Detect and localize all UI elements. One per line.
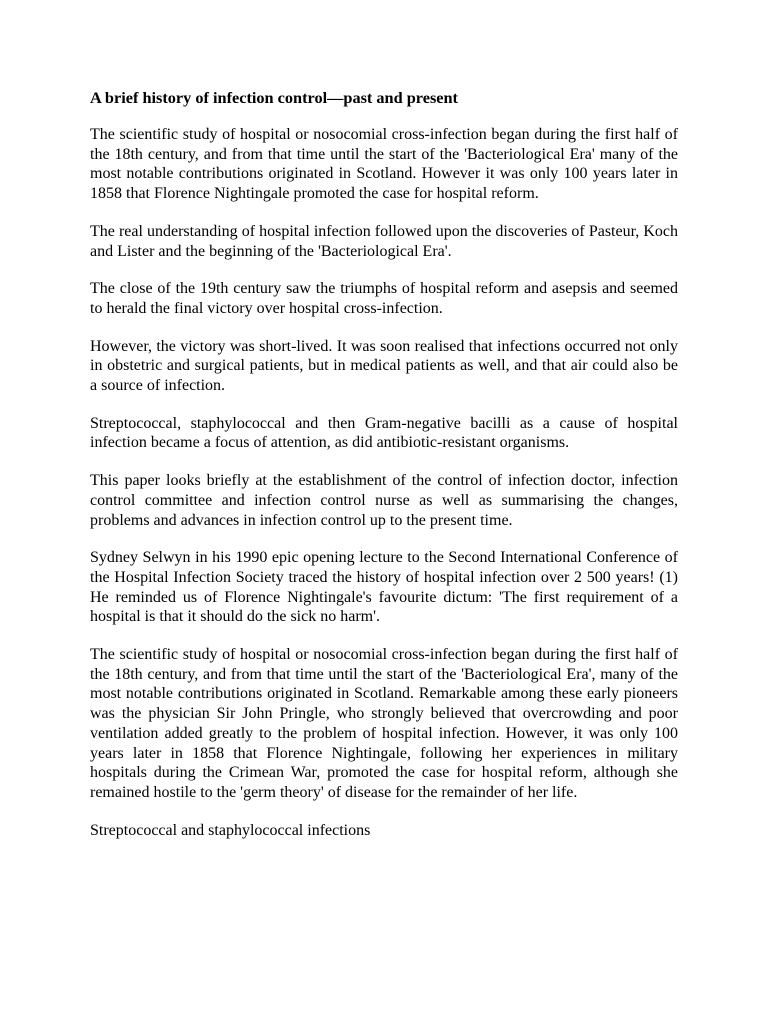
paragraph-5: Streptococcal, staphylococcal and then Gram-negative bacilli as a cause of hospital infection became a focus of attention, as did antibiotic-resistant organisms. — [90, 414, 678, 452]
paragraph-2: The real understanding of hospital infection followed upon the discoveries of Pasteur, Koch and Lister and the beginning of the 'Bacteriological Era'. — [90, 222, 678, 260]
paragraph-8: The scientific study of hospital or nosocomial cross-infection began during the first half of the 18th century, and from that time until the start of the 'Bacteriological Era', many of the most notable contributions originated in Scotland. Remarkable among these early pioneers was the physician Sir John Pringle, who strongly believed that overcrowding and poor ventilation added greatly to the problem of hospital infection. However, it was only 100 years later in 1858 that Florence Nightingale, following her experiences in military hospitals during the Crimean War, promoted the case for hospital reform, although she remained hostile to the 'germ theory' of disease for the remainder of her life. — [90, 646, 678, 801]
document-page — [90, 88, 678, 840]
paragraph-4: However, the victory was short-lived. It was soon realised that infections occurred not only in obstetric and surgical patients, but in medical patients as well, and that air could also be a source of infection. — [90, 337, 678, 395]
paragraph-3: The close of the 19th century saw the triumphs of hospital reform and asepsis and seemed to herald the final victory over hospital cross-infection. — [90, 280, 678, 317]
paragraph-7: Sydney Selwyn in his 1990 epic opening lecture to the Second International Conference of the Hospital Infection Society traced the history of hospital infection over 2 500 years! (1) He reminded us of Florence Nightingale's favourite dictum: 'The first requirement of a hospital is that it should do the sick no harm'. — [90, 549, 678, 626]
section-heading: Streptococcal and staphylococcal infections — [90, 821, 371, 839]
paragraph-1: The scientific study of hospital or nosocomial cross-infection began during the first half of the 18th century, and from that time until the start of the 'Bacteriological Era' many of the most notable contributions originated in Scotland. However it was only 100 years later in 1858 that Florence Nightingale promoted the case for hospital reform. — [90, 126, 678, 203]
document-title: A brief history of infection control―past and present — [90, 88, 458, 107]
paragraph-6: This paper looks briefly at the establishment of the control of infection doctor, infection control committee and infection control nurse as well as summarising the changes, problems and advances in infection control up to the present time. — [90, 472, 678, 529]
